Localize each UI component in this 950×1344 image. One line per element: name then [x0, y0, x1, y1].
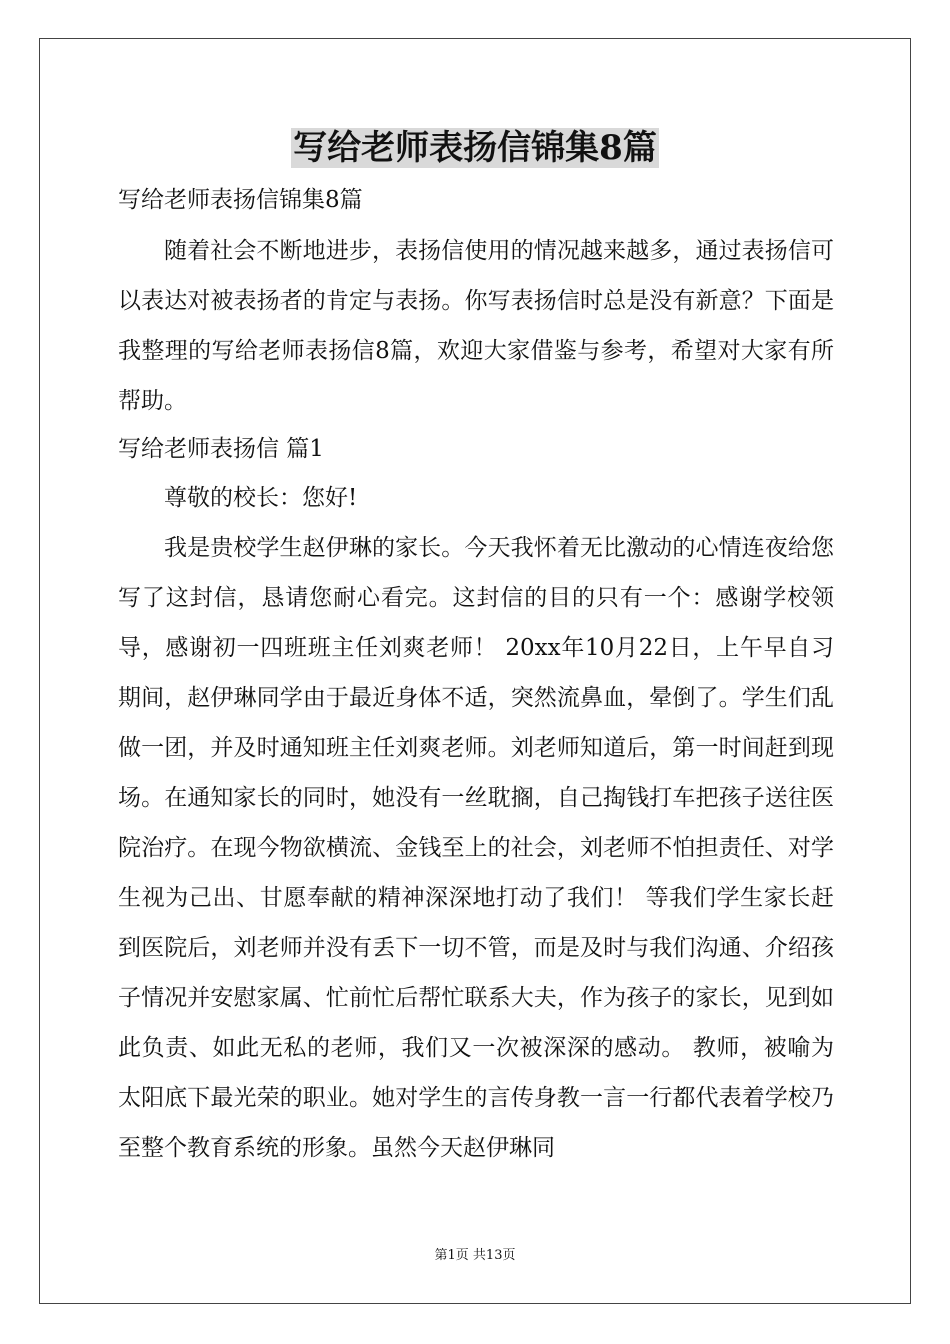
letter-body: 我是贵校学生赵伊琳的家长。今天我怀着无比激动的心情连夜给您写了这封信，恳请您耐心看完。这封信的目的只有一个：感谢学校领导，感谢初一四班班主任刘爽老师！ 20xx年10月22日，上午早自习期间，赵伊琳同学由于最近身体不适，突然流鼻血，晕倒了。学生们乱做一团，并及时通知班主任刘爽老师。刘老师知道后，第一时间赶到现场。在通知家长的同时，她没有一丝耽搁，自己掏钱打车把孩子送往医院治疗。在现今物欲横流、金钱至上的社会，刘老师不怕担责任、对学生视为己出、甘愿奉献的精神深深地打动了我们！ 等我们学生家长赶到医院后，刘老师并没有丢下一切不管，而是及时与我们沟通、介绍孩子情况并安慰家属、忙前忙后帮忙联系大夫，作为孩子的家长，见到如此负责、如此无私的老师，我们又一次被深深的感动。 教师，被喻为太阳底下最光荣的职业。她对学生的言传身教一言一行都代表着学校乃至整个教育系统的形象。虽然今天赵伊琳同: [118, 535, 834, 1161]
section-heading: 写给老师表扬信 篇1: [118, 436, 324, 462]
document-title: 写给老师表扬信锦集8篇: [293, 128, 657, 168]
title-container: [0, 128, 950, 168]
salutation: 尊敬的校长：您好!: [164, 485, 358, 511]
document-subtitle: 写给老师表扬信锦集8篇: [118, 187, 363, 213]
intro-paragraph: 随着社会不断地进步，表扬信使用的情况越来越多，通过表扬信可以表达对被表扬者的肯定与表扬。你写表扬信时总是没有新意？下面是我整理的写给老师表扬信8篇，欢迎大家借鉴与参考，希望对大家有所帮助。: [118, 238, 834, 414]
page-footer: 第1页 共13页: [434, 1248, 516, 1263]
